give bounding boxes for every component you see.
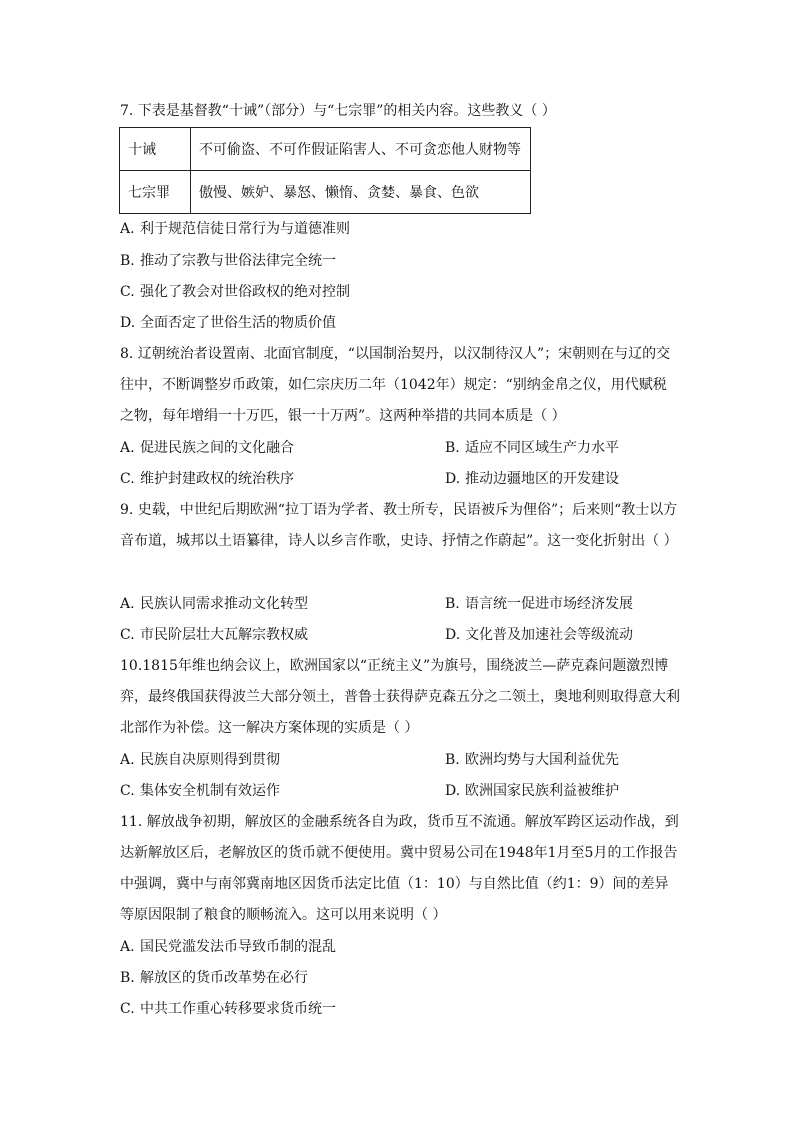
option-letter: C. [120,471,135,487]
question-11-stem: 11. 解放战争初期，解放区的金融系统各自为政，货币互不流通。解放军跨区运动作战，到达新解放区后，老解放区的货币就不便使用。冀中贸易公司在1948年1月至5月的工作报告中强调，冀中与南邻冀南地区因货币法定比值（1：10）与自然比值（约1：9）间的差异等原因限制了粮食的顺畅流入。这可以用来说明（ ） [120,814,679,923]
table-cell-value: 傲慢、嫉妒、暴怒、懒惰、贪婪、暴食、色欲 [191,171,531,214]
option-letter: B. [120,253,135,269]
option-letter: A. [120,440,135,456]
table-cell-key: 七宗罪 [120,171,191,214]
question-9-option-b [445,593,633,613]
question-10-option-a [120,749,280,769]
option-text: 欧洲均势与大国利益优先 [465,752,619,768]
question-7-table [119,127,531,214]
option-text: 中共工作重心转移要求货币统一 [140,1001,336,1017]
option-letter: B. [445,440,460,456]
question-10-option-d [445,780,619,800]
table-cell-key: 十诫 [120,128,191,171]
question-9-option-c [120,624,308,644]
option-letter: B. [120,970,135,986]
question-11-option-a [120,936,336,956]
option-letter: A. [120,939,135,955]
option-letter: B. [445,596,460,612]
option-text: 文化普及加速社会等级流动 [465,627,633,643]
question-9-stem: 9. 史载，中世纪后期欧洲“拉丁语为学者、教士所专，民语被斥为俚俗”；后来则“教士以方音布道，城邦以土语纂律，诗人以乡言作歌，史诗、抒情之作蔚起”。这一变化折射出（ ） [120,502,678,549]
option-letter: D. [445,471,461,487]
option-text: 强化了教会对世俗政权的绝对控制 [140,284,350,300]
option-letter: C. [120,1001,135,1017]
question-8-option-a [120,437,294,457]
question-9-option-a [120,593,308,613]
question-10-option-c [120,780,280,800]
question-10-stem: 10.1815年维也纳会议上，欧洲国家以“正统主义”为旗号，围绕波兰—萨克森问题激烈博弈，最终俄国获得波兰大部分领土，普鲁士获得萨克森五分之二领土，奥地利则取得意大利北部作为补偿。这一解决方案体现的实质是（ ） [120,658,680,736]
option-text: 市民阶层壮大瓦解宗教权威 [140,627,308,643]
question-8-option-c [120,468,294,488]
option-letter: C. [120,783,135,799]
option-text: 民族认同需求推动文化转型 [140,596,308,612]
question-11-option-c [120,998,336,1018]
option-letter: D. [445,627,461,643]
option-letter: C. [120,284,135,300]
question-7-option-b [120,250,336,270]
option-letter: A. [120,752,135,768]
option-letter: C. [120,627,135,643]
question-7-stem: 7. 下表是基督教“十诫”（部分）与“七宗罪”的相关内容。这些教义（ ） [120,103,556,119]
question-7-option-d [120,312,336,332]
option-text: 欧洲国家民族利益被维护 [465,783,619,799]
table-cell-value: 不可偷盗、不可作假证陷害人、不可贪恋他人财物等 [191,128,531,171]
option-text: 利于规范信徒日常行为与道德准则 [140,221,350,237]
table-row [120,128,531,171]
question-9-option-d [445,624,633,644]
question-11-option-b [120,967,308,987]
option-text: 推动了宗教与世俗法律完全统一 [140,253,336,269]
option-text: 适应不同区域生产力水平 [465,440,619,456]
option-letter: A. [120,596,135,612]
option-text: 全面否定了世俗生活的物质价值 [140,315,336,331]
table-row [120,171,531,214]
option-letter: D. [120,315,136,331]
option-letter: B. [445,752,460,768]
question-8-option-d [445,468,619,488]
option-text: 国民党滥发法币导致币制的混乱 [140,939,336,955]
option-text: 语言统一促进市场经济发展 [465,596,633,612]
question-8-option-b [445,437,619,457]
question-7-option-a [120,218,350,238]
option-letter: D. [445,783,461,799]
option-text: 推动边疆地区的开发建设 [465,471,619,487]
question-10-option-b [445,749,619,769]
option-text: 促进民族之间的文化融合 [140,440,294,456]
option-text: 集体安全机制有效运作 [140,783,280,799]
question-8-stem: 8. 辽朝统治者设置南、北面官制度，“以国制治契丹，以汉制待汉人”；宋朝则在与辽的交往中，不断调整岁币政策，如仁宗庆历二年（1042年）规定：“别纳金帛之仪，用代赋税之物，每年增绢一十万匹，银一十万两”。这两种举措的共同本质是（ ） [120,346,671,424]
option-text: 民族自决原则得到贯彻 [140,752,280,768]
option-letter: A. [120,221,135,237]
option-text: 解放区的货币改革势在必行 [140,970,308,986]
option-text: 维护封建政权的统治秩序 [140,471,294,487]
question-7-option-c [120,281,350,301]
